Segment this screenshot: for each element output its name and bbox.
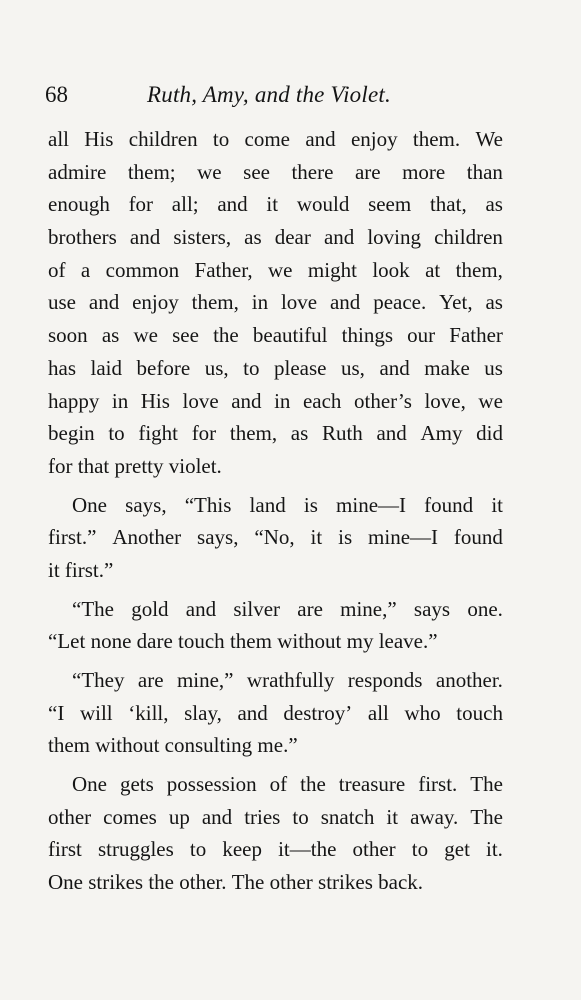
word: silver [233,596,281,621]
text-line [48,801,503,834]
word: the [148,870,180,895]
text-line [48,768,503,801]
word: “The [72,596,114,621]
word: get [444,837,470,862]
word: comes [103,804,157,829]
word: strikes [318,870,379,895]
word: His [140,388,170,413]
word: The [470,804,503,829]
word: One [72,772,107,797]
word: and [329,290,361,315]
word: would [296,192,350,217]
word: first [48,837,82,862]
word: them; [127,159,176,184]
word: beautiful [252,323,328,348]
word: the [213,323,239,348]
word: please [274,355,327,380]
word: in [251,290,269,315]
text-line [48,188,503,221]
word: begin [48,421,95,446]
word: keep [222,837,262,862]
word: us, [204,355,229,380]
word: and [231,388,262,413]
word: it [386,804,399,829]
word: “Let [48,629,91,654]
word: mine,” [176,668,234,692]
word: it—the [278,837,337,862]
page-number: 68 [45,82,68,107]
word: all [48,127,69,151]
word: tries [244,804,281,829]
word: we [478,388,503,413]
word: to [411,837,429,862]
word: might [307,257,357,282]
word: love, [424,388,466,413]
word: is [303,492,318,517]
word: before [136,355,191,380]
text-line [48,593,503,626]
word: laid [90,355,123,380]
word: at [425,257,441,282]
word: and [201,804,233,829]
word: “I [48,700,65,725]
word: one. [467,596,503,621]
word: in [274,388,291,413]
word: One [72,492,107,517]
word: love [182,388,219,413]
text-line [48,450,503,483]
paragraph [48,593,503,658]
word: leave.” [378,629,438,654]
page-header [45,78,505,112]
word: brothers [48,225,117,250]
text-line [48,489,503,522]
word: found [453,525,503,550]
word: ‘kill, [128,700,169,725]
word: it [310,525,323,550]
word: my [346,629,379,654]
word: none [90,629,137,654]
word: to [212,127,230,151]
word: mine,” [340,596,397,621]
word: Ruth [321,421,363,446]
word: did [476,421,503,446]
word: responds [347,668,423,692]
word: admire [48,159,107,184]
word: a [80,257,91,282]
word: and [237,700,268,725]
word: as [290,421,309,446]
text-line [48,156,503,189]
word: says, [125,492,167,517]
word: we [133,323,158,348]
word: more [402,159,446,184]
text-line [48,221,503,254]
word: destroy’ [283,700,353,725]
word: come [244,127,291,151]
word: me.” [257,733,298,758]
word: consulting [164,733,258,758]
word: there [291,159,334,184]
word: pretty [114,453,169,478]
text-line [48,554,503,587]
word: that [77,453,115,478]
text-line [48,729,503,762]
word: are [354,159,381,184]
text-line [48,697,503,730]
word: enjoy [132,290,179,315]
word: are [137,668,164,692]
word: all; [171,192,199,217]
word: Yet, [439,290,473,315]
word: to [243,355,260,380]
word: children [434,225,503,250]
word: other’s [353,388,412,413]
body-text [48,123,503,899]
word: for [128,192,154,217]
word: touch [456,700,503,725]
word: and [129,225,161,250]
word: “No, [254,525,295,550]
word: has [48,355,76,380]
word: it [491,492,503,517]
word: without [95,733,165,758]
word: fight [138,421,179,446]
word: first. [418,772,458,797]
word: found [424,492,474,517]
word: children [128,127,198,151]
word: them [229,629,278,654]
word: of [269,772,288,797]
word: possession [166,772,257,797]
word: happy [48,388,100,413]
word: and [376,421,407,446]
word: dare [136,629,179,654]
word: land [249,492,286,517]
paragraph [48,664,503,762]
word: for [191,421,217,446]
word: soon [48,323,88,348]
text-line [48,352,503,385]
word: it. [486,837,503,862]
word: and [185,596,217,621]
text-line [48,286,503,319]
word: them, [229,421,278,446]
word: we [197,159,222,184]
word: that, [429,192,467,217]
word: than [466,159,503,184]
word: another. [435,668,503,692]
word: sisters, [173,225,232,250]
word: One [48,870,89,895]
word: it [266,192,279,217]
word: enough [48,192,110,217]
paragraph [48,123,503,483]
word: snatch [320,804,375,829]
word: treasure [338,772,406,797]
word: gets [119,772,154,797]
word: in [111,388,129,413]
word: other [352,837,396,862]
word: them [48,733,96,758]
word: We [475,127,503,151]
word: His [84,127,114,151]
word: away. [410,804,459,829]
word: us, [341,355,365,380]
word: Father, [194,257,253,282]
word: love [280,290,318,315]
word: are [297,596,323,621]
word: loving [367,225,422,250]
word: other. [179,870,232,895]
word: as [244,225,262,250]
paragraph [48,768,503,899]
running-title: Ruth, Amy, and the Violet. [147,82,391,107]
word: all [367,700,389,725]
text-line [48,866,503,899]
word: and [379,355,410,380]
word: look [372,257,410,282]
word: make [424,355,470,380]
word: and [88,290,120,315]
text-line [48,417,503,450]
word: see [243,159,270,184]
word: each [302,388,342,413]
word: The [470,772,503,797]
word: gold [131,596,169,621]
text-line [48,664,503,697]
word: as [101,323,120,348]
word: of [48,257,66,282]
word: says [413,596,451,621]
word: it [48,557,65,582]
word: our [407,323,436,348]
word: enjoy [350,127,398,151]
word: to [108,421,125,446]
word: struggles [97,837,174,862]
text-line [48,319,503,352]
word: and [305,127,336,151]
word: them, [191,290,239,315]
word: “This [184,492,232,517]
word: dear [274,225,311,250]
word: without [277,629,347,654]
word: to [292,804,309,829]
word: see [172,323,199,348]
word: seem [368,192,412,217]
word: will [79,700,113,725]
text-line [48,254,503,287]
word: them. [412,127,461,151]
word: first.” [64,557,114,582]
word: who [404,700,441,725]
text-line [48,625,503,658]
word: for [48,453,78,478]
word: them, [455,257,503,282]
word: the [300,772,326,797]
word: us [484,355,503,380]
word: back. [378,870,424,895]
word: things [341,323,393,348]
word: strikes [88,870,149,895]
word: first.” [48,525,97,550]
word: wrathfully [246,668,335,692]
word: peace. [373,290,427,315]
word: common [105,257,180,282]
word: as [485,290,503,315]
word: touch [178,629,230,654]
word: “They [72,668,125,692]
text-line [48,833,503,866]
word: to [189,837,207,862]
word: violet. [168,453,222,478]
word: is [338,525,353,550]
word: other [269,870,319,895]
word: mine—I [336,492,407,517]
word: up [168,804,190,829]
word: Father [449,323,503,348]
word: Amy [420,421,463,446]
word: use [48,290,76,315]
text-line [48,123,503,156]
word: we [268,257,293,282]
word: and [217,192,248,217]
word: mine—I [368,525,439,550]
word: slay, [184,700,222,725]
text-line [48,521,503,554]
word: as [485,192,503,217]
word: and [323,225,355,250]
word: other [48,804,92,829]
text-line [48,385,503,418]
paragraph [48,489,503,587]
word: says, [197,525,239,550]
word: The [231,870,270,895]
word: Another [112,525,182,550]
